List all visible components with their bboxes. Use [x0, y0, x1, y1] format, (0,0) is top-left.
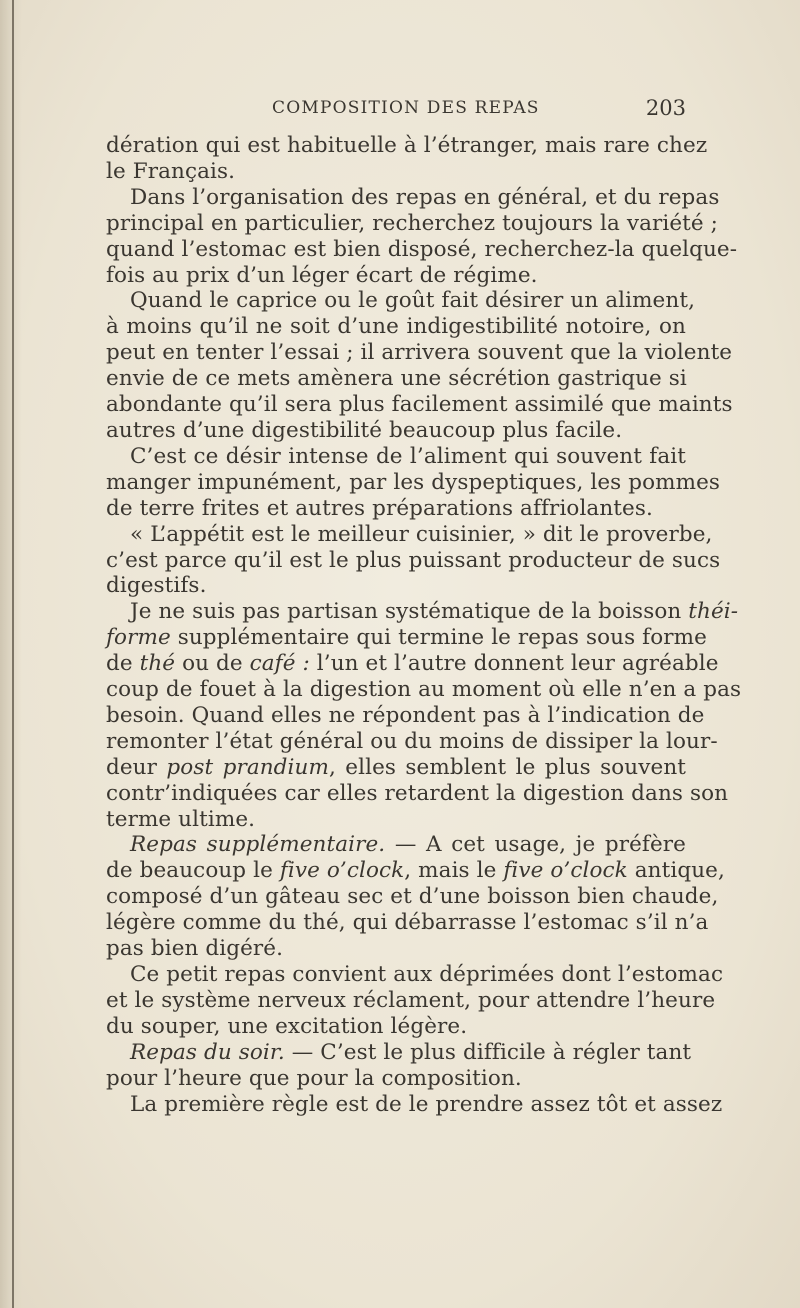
text-line	[106, 1039, 692, 1066]
text-span: de beaucoup le	[106, 858, 280, 884]
text-line: le Français.	[106, 158, 236, 184]
italic-span: five o’clock	[503, 858, 628, 884]
text-span: — C’est le plus difficile à régler tant	[284, 1039, 692, 1065]
text-line: envie de ce mets amènera une sécrétion gastrique si	[106, 366, 687, 392]
italic-span: thé	[139, 651, 176, 677]
text-line: contr’indiquées car elles retardent la digestion dans son	[106, 780, 729, 806]
text-line: La première règle est de le prendre assez tôt et assez	[130, 1091, 723, 1117]
italic-span: five o’clock	[279, 858, 405, 884]
text-line: composé d’un gâteau sec et d’une boisson bien chaude,	[106, 884, 719, 910]
text-line	[106, 599, 739, 625]
text-span: , elles semblent le plus souvent	[328, 754, 687, 780]
text-line: digestifs.	[106, 573, 207, 599]
text-line: Quand le caprice ou le goût fait désirer un aliment,	[130, 288, 695, 314]
text-span: deur	[106, 754, 167, 780]
italic-span: Repas supplémentaire.	[130, 832, 386, 858]
text-line: du souper, une excitation légère.	[106, 1013, 468, 1039]
text-line: dération qui est habituelle à l’étranger, mais rare chez	[106, 133, 708, 158]
text-span: Je ne suis pas partisan systématique de la boisson	[130, 599, 689, 625]
text-line: à moins qu’il ne soit d’une indigestibilité notoire, on	[106, 314, 686, 340]
text-line: C’est ce désir intense de l’aliment qui souvent fait	[130, 443, 686, 469]
italic-span: forme	[106, 625, 171, 651]
text-line: remonter l’état général ou du moins de dissiper la lour-	[106, 728, 718, 754]
text-span: l’un et l’autre donnent leur agréable	[309, 651, 719, 677]
text-line	[106, 858, 725, 884]
text-line	[106, 625, 707, 651]
text-line	[106, 832, 686, 858]
text-line: coup de fouet à la digestion au moment où elle n’en a pas	[106, 677, 742, 703]
page-number: 203	[645, 96, 686, 120]
text-line: légère comme du thé, qui débarrasse l’estomac s’il n’a	[106, 910, 709, 936]
text-span: ou de	[175, 651, 250, 677]
italic-span: Repas du soir.	[130, 1039, 285, 1065]
page-gutter-line	[12, 0, 14, 1308]
text-span: de	[106, 651, 140, 677]
text-line	[106, 651, 719, 677]
text-line: Ce petit repas convient aux déprimées dont l’estomac	[130, 962, 724, 987]
page-spine-shadow	[0, 0, 22, 1308]
text-line: pas bien digéré.	[106, 936, 284, 962]
text-line: et le système nerveux réclament, pour attendre l’heure	[106, 987, 716, 1013]
text-line: « L’appétit est le meilleur cuisinier, » dit le proverbe,	[130, 521, 713, 547]
text-line	[106, 755, 686, 781]
text-line: quand l’estomac est bien disposé, recherchez-la quelque-	[106, 236, 738, 262]
text-span: , mais le	[404, 858, 504, 884]
text-line: Dans l’organisation des repas en général, et du repas	[130, 184, 720, 210]
text-line: besoin. Quand elles ne répondent pas à l’indication de	[106, 702, 705, 728]
page-header	[100, 96, 690, 126]
text-line: peut en tenter l’essai ; il arrivera souvent que la violente	[106, 340, 733, 366]
text-line: abondante qu’il sera plus facilement assimilé que maints	[106, 392, 733, 418]
text-span: supplémentaire qui termine le repas sous forme	[170, 625, 707, 651]
italic-span: post prandium	[166, 754, 329, 780]
text-line: manger impunément, par les dyspeptiques, les pommes	[106, 469, 721, 495]
text-span: antique,	[627, 858, 725, 884]
running-title: COMPOSITION DES REPAS	[272, 98, 540, 118]
italic-span: café :	[249, 651, 310, 677]
text-line: pour l’heure que pour la composition.	[106, 1065, 522, 1091]
text-line: c’est parce qu’il est le plus puissant producteur de sucs	[106, 547, 721, 573]
text-line: autres d’une digestibilité beaucoup plus facile.	[106, 417, 623, 443]
text-line: de terre frites et autres préparations affriolantes.	[106, 495, 653, 521]
body-text	[106, 133, 742, 1117]
text-line: terme ultime.	[106, 806, 256, 832]
italic-span: théi-	[688, 599, 739, 625]
text-line: principal en particulier, recherchez toujours la variété ;	[106, 210, 719, 236]
text-span: — A cet usage, je préfère	[385, 832, 686, 858]
text-line: fois au prix d’un léger écart de régime.	[106, 262, 538, 288]
